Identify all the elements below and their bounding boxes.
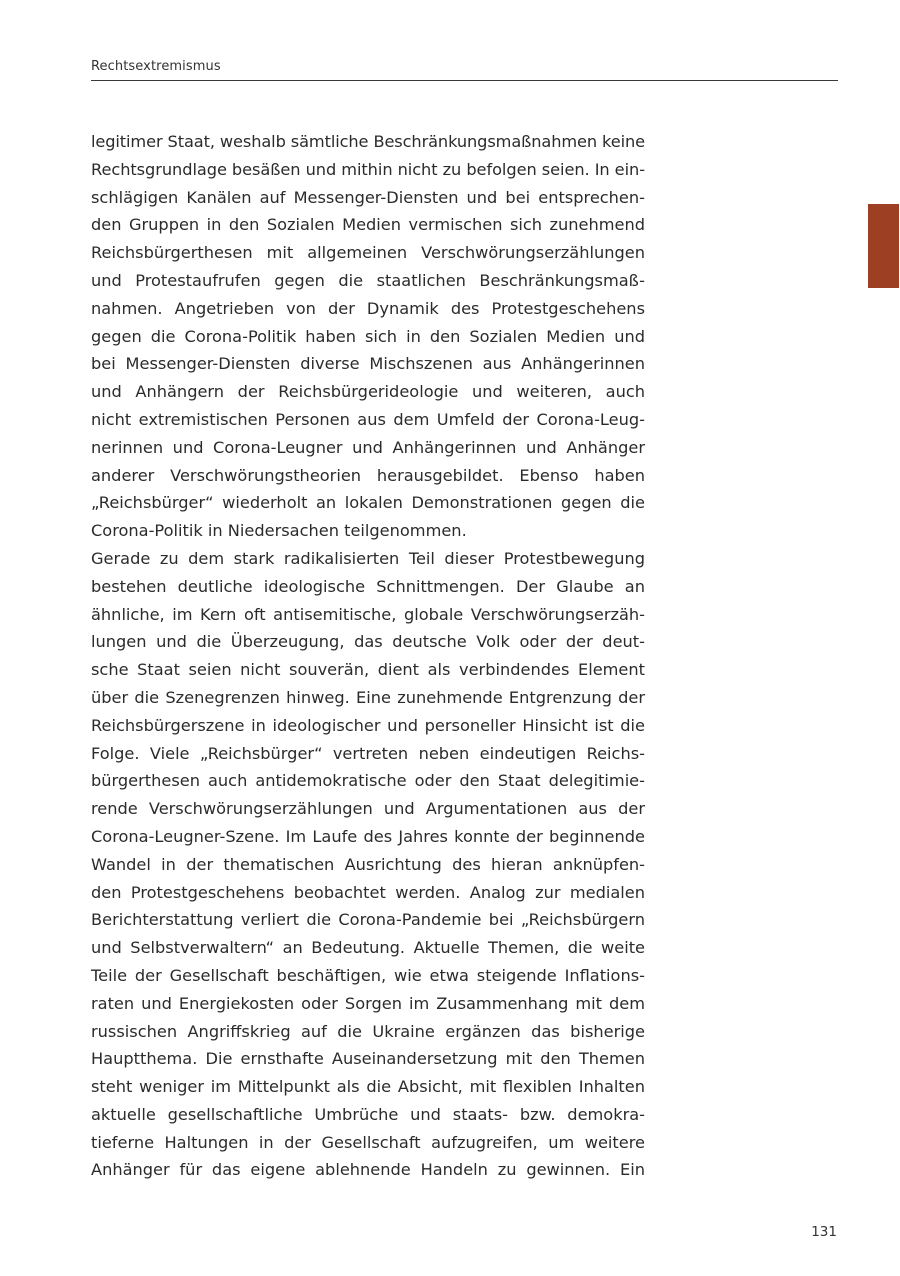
text-line: Anhänger für das eigene ablehnende Handeln zu gewinnen. Ein bbox=[91, 1160, 645, 1180]
text-line: Reichsbürgerthesen mit allgemeinen Verschwörungserzählungen bbox=[91, 243, 645, 263]
text-line: Corona-Politik in Niedersachen teilgenommen. bbox=[91, 521, 467, 541]
text-line: schlägigen Kanälen auf Messenger-Diensten und bei entsprechen- bbox=[91, 187, 645, 207]
text-line: Reichsbürgerszene in ideologischer und personeller Hinsicht ist die bbox=[91, 715, 645, 735]
text-line: den Gruppen in den Sozialen Medien vermischen sich zunehmend bbox=[91, 215, 645, 235]
text-line: Gerade zu dem stark radikalisierten Teil dieser Protestbewegung bbox=[91, 548, 645, 568]
text-line: lungen und die Überzeugung, das deutsche Volk oder der deut- bbox=[91, 632, 645, 652]
text-line: nicht extremistischen Personen aus dem Umfeld der Corona-Leug- bbox=[91, 409, 645, 429]
text-line: Teile der Gesellschaft beschäftigen, wie etwa steigende Inflations- bbox=[91, 965, 645, 985]
text-line: Berichterstattung verliert die Corona-Pandemie bei „Reichsbürgern bbox=[91, 910, 645, 930]
text-line: steht weniger im Mittelpunkt als die Absicht, mit flexiblen Inhalten bbox=[91, 1077, 645, 1097]
text-line: nerinnen und Corona-Leugner und Anhängerinnen und Anhänger bbox=[91, 437, 645, 457]
body-text bbox=[91, 128, 645, 1184]
text-line: Folge. Viele „Reichsbürger“ vertreten neben eindeutigen Reichs- bbox=[91, 743, 645, 763]
text-line: Rechtsgrundlage besäßen und mithin nicht zu befolgen seien. In ein- bbox=[91, 159, 645, 179]
text-line: bei Messenger-Diensten diverse Mischszenen aus Anhängerinnen bbox=[91, 354, 645, 374]
text-line: und Anhängern der Reichsbürgerideologie und weiteren, auch bbox=[91, 382, 645, 402]
text-line: „Reichsbürger“ wiederholt an lokalen Demonstrationen gegen die bbox=[91, 493, 645, 513]
text-line: und Selbstverwaltern“ an Bedeutung. Aktuelle Themen, die weite bbox=[91, 938, 645, 958]
paragraph-2 bbox=[91, 545, 645, 1184]
text-line: nahmen. Angetrieben von der Dynamik des Protestgeschehens bbox=[91, 298, 645, 318]
text-line: Hauptthema. Die ernsthafte Auseinandersetzung mit den Themen bbox=[91, 1049, 645, 1069]
page-number: 131 bbox=[811, 1224, 837, 1240]
header-divider bbox=[91, 80, 838, 81]
text-line: sche Staat seien nicht souverän, dient als verbindendes Element bbox=[91, 660, 645, 680]
text-line: anderer Verschwörungstheorien herausgebildet. Ebenso haben bbox=[91, 465, 645, 485]
text-line: und Protestaufrufen gegen die staatlichen Beschränkungsmaß- bbox=[91, 270, 645, 290]
text-line: bestehen deutliche ideologische Schnittmengen. Der Glaube an bbox=[91, 576, 645, 596]
text-line: gegen die Corona-Politik haben sich in den Sozialen Medien und bbox=[91, 326, 645, 346]
text-line: tieferne Haltungen in der Gesellschaft aufzugreifen, um weitere bbox=[91, 1132, 645, 1152]
text-line: rende Verschwörungserzählungen und Argumentationen aus der bbox=[91, 799, 645, 819]
text-line: über die Szenegrenzen hinweg. Eine zunehmende Entgrenzung der bbox=[91, 687, 645, 707]
text-line: bürgerthesen auch antidemokratische oder den Staat delegitimie- bbox=[91, 771, 645, 791]
chapter-tab-marker bbox=[868, 204, 899, 288]
paragraph-1 bbox=[91, 128, 645, 545]
text-line: legitimer Staat, weshalb sämtliche Beschränkungsmaßnahmen keine bbox=[91, 132, 645, 151]
running-header-title: Rechtsextremismus bbox=[91, 59, 221, 74]
text-line: raten und Energiekosten oder Sorgen im Zusammenhang mit dem bbox=[91, 993, 645, 1013]
text-line: den Protestgeschehens beobachtet werden. Analog zur medialen bbox=[91, 882, 645, 902]
text-line: ähnliche, im Kern oft antisemitische, globale Verschwörungserzäh- bbox=[91, 604, 645, 624]
text-line: aktuelle gesellschaftliche Umbrüche und staats- bzw. demokra- bbox=[91, 1104, 645, 1124]
text-line: russischen Angriffskrieg auf die Ukraine ergänzen das bisherige bbox=[91, 1021, 645, 1041]
text-line: Corona-Leugner-Szene. Im Laufe des Jahres konnte der beginnende bbox=[91, 826, 645, 846]
text-line: Wandel in der thematischen Ausrichtung des hieran anknüpfen- bbox=[91, 854, 645, 874]
